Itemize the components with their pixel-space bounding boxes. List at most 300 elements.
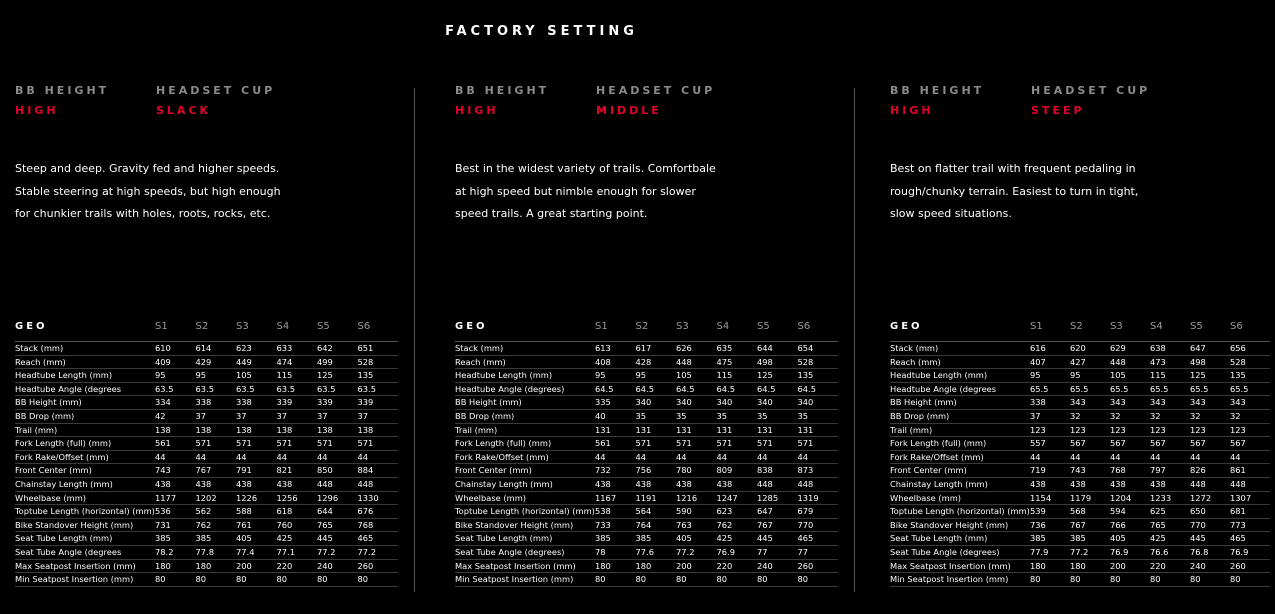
geometry-value: 115 — [1150, 369, 1190, 383]
geometry-value: 850 — [317, 464, 358, 478]
size-header: S6 — [358, 321, 399, 342]
geometry-value: 63.5 — [155, 382, 196, 396]
geometry-value: 409 — [155, 355, 196, 369]
geometry-value: 138 — [317, 423, 358, 437]
headset-cup-label: HEADSET CUP — [156, 84, 276, 97]
geometry-value: 80 — [155, 573, 196, 587]
geometry-row-label: Wheelbase (mm) — [890, 491, 1030, 505]
geometry-value: 567 — [1070, 437, 1110, 451]
geometry-value: 44 — [1150, 450, 1190, 464]
geometry-value: 76.9 — [717, 545, 758, 559]
geometry-value: 528 — [358, 355, 399, 369]
geometry-value: 438 — [196, 477, 237, 491]
geometry-row-label: Reach (mm) — [15, 355, 155, 369]
geometry-row-label: Trail (mm) — [15, 423, 155, 437]
geometry-value: 340 — [636, 396, 677, 410]
geometry-value: 780 — [676, 464, 717, 478]
geometry-value: 64.5 — [757, 382, 798, 396]
geometry-value: 343 — [1070, 396, 1110, 410]
geometry-row-label: Headtube Length (mm) — [455, 369, 595, 383]
geometry-value: 65.5 — [1150, 382, 1190, 396]
geometry-value: 445 — [317, 532, 358, 546]
geometry-value: 44 — [757, 450, 798, 464]
headset-cup-value: SLACK — [156, 104, 212, 117]
geometry-value: 561 — [155, 437, 196, 451]
geometry-value: 64.5 — [595, 382, 636, 396]
geometry-value: 629 — [1110, 342, 1150, 356]
geometry-value: 125 — [1190, 369, 1230, 383]
geometry-row-label: Seat Tube Angle (degrees) — [455, 545, 595, 559]
geometry-value: 1233 — [1150, 491, 1190, 505]
geometry-value: 449 — [236, 355, 277, 369]
geometry-row — [455, 518, 838, 532]
geometry-value: 438 — [1070, 477, 1110, 491]
geometry-value: 77.2 — [358, 545, 399, 559]
geometry-value: 131 — [717, 423, 758, 437]
geometry-value: 1179 — [1070, 491, 1110, 505]
geometry-row — [455, 396, 838, 410]
geometry-value: 80 — [1070, 573, 1110, 587]
geometry-value: 731 — [155, 518, 196, 532]
geometry-value: 427 — [1070, 355, 1110, 369]
geometry-value: 1204 — [1110, 491, 1150, 505]
geometry-value: 37 — [277, 409, 318, 423]
geometry-value: 861 — [1230, 464, 1270, 478]
geometry-value: 44 — [798, 450, 839, 464]
geometry-value: 63.5 — [196, 382, 237, 396]
geometry-value: 498 — [757, 355, 798, 369]
geometry-value: 64.5 — [717, 382, 758, 396]
geometry-value: 80 — [595, 573, 636, 587]
geometry-value: 63.5 — [358, 382, 399, 396]
description-line: Best in the widest variety of trails. Comfortbale — [455, 162, 716, 175]
geometry-row-label: Chainstay Length (mm) — [890, 477, 1030, 491]
geometry-row-label: Fork Rake/Offset (mm) — [15, 450, 155, 464]
geometry-row-label: Reach (mm) — [890, 355, 1030, 369]
geometry-row — [455, 532, 838, 546]
geometry-value: 200 — [676, 559, 717, 573]
geometry-row-label: Fork Length (full) (mm) — [455, 437, 595, 451]
geometry-row — [890, 450, 1270, 464]
geometry-row-label: BB Drop (mm) — [455, 409, 595, 423]
geometry-value: 200 — [1110, 559, 1150, 573]
geometry-value: 613 — [595, 342, 636, 356]
geometry-value: 438 — [1110, 477, 1150, 491]
geometry-value: 821 — [277, 464, 318, 478]
geometry-value: 78 — [595, 545, 636, 559]
geometry-value: 762 — [717, 518, 758, 532]
geometry-value: 635 — [717, 342, 758, 356]
bb-height-value: HIGH — [455, 104, 499, 117]
geometry-value: 80 — [676, 573, 717, 587]
geometry-value: 80 — [757, 573, 798, 587]
geometry-value: 180 — [196, 559, 237, 573]
bb-height-value: HIGH — [890, 104, 934, 117]
geometry-row — [455, 355, 838, 369]
size-header: S1 — [595, 321, 636, 342]
geometry-row-label: Seat Tube Angle (degrees) — [890, 545, 1030, 559]
description-line: Steep and deep. Gravity fed and higher speeds. — [15, 162, 280, 175]
geometry-value: 385 — [1070, 532, 1110, 546]
geometry-row — [890, 409, 1270, 423]
geometry-row-label: Wheelbase (mm) — [15, 491, 155, 505]
geometry-value: 767 — [757, 518, 798, 532]
geometry-value: 571 — [358, 437, 399, 451]
geometry-value: 679 — [798, 505, 839, 519]
geometry-value: 32 — [1230, 409, 1270, 423]
geometry-value: 77.9 — [1030, 545, 1070, 559]
geometry-value: 561 — [595, 437, 636, 451]
geometry-row — [890, 559, 1270, 573]
bb-height-label: BB HEIGHT — [15, 84, 110, 97]
geometry-value: 180 — [1030, 559, 1070, 573]
geometry-value: 35 — [676, 409, 717, 423]
geometry-value: 838 — [757, 464, 798, 478]
geometry-value: 448 — [1110, 355, 1150, 369]
column-divider — [414, 88, 415, 592]
geometry-value: 761 — [236, 518, 277, 532]
geometry-value: 135 — [358, 369, 399, 383]
geometry-row — [455, 559, 838, 573]
geometry-value: 180 — [636, 559, 677, 573]
geometry-value: 448 — [1190, 477, 1230, 491]
geometry-row-label: Toptube Length (horizontal) (mm) — [890, 505, 1030, 519]
geometry-value: 557 — [1030, 437, 1070, 451]
geometry-value: 180 — [1070, 559, 1110, 573]
geometry-value: 428 — [636, 355, 677, 369]
geometry-value: 448 — [358, 477, 399, 491]
geometry-value: 617 — [636, 342, 677, 356]
geometry-value: 763 — [676, 518, 717, 532]
geometry-value: 438 — [717, 477, 758, 491]
geometry-value: 1272 — [1190, 491, 1230, 505]
geometry-value: 44 — [236, 450, 277, 464]
bb-height-label: BB HEIGHT — [890, 84, 985, 97]
geometry-value: 135 — [798, 369, 839, 383]
geometry-value: 429 — [196, 355, 237, 369]
setting-column — [890, 0, 1270, 614]
geometry-value: 567 — [1230, 437, 1270, 451]
geometry-row-label: BB Height (mm) — [455, 396, 595, 410]
geometry-value: 80 — [1230, 573, 1270, 587]
geometry-value: 339 — [317, 396, 358, 410]
geometry-row — [15, 369, 398, 383]
geometry-row-label: Wheelbase (mm) — [455, 491, 595, 505]
geometry-value: 340 — [798, 396, 839, 410]
geometry-value: 37 — [196, 409, 237, 423]
geometry-row — [15, 464, 398, 478]
size-header: S4 — [717, 321, 758, 342]
geometry-value: 65.5 — [1190, 382, 1230, 396]
geometry-row-label: Headtube Angle (degrees — [15, 382, 155, 396]
geometry-value: 767 — [196, 464, 237, 478]
geometry-value: 438 — [277, 477, 318, 491]
geometry-row-label: Front Center (mm) — [890, 464, 1030, 478]
setting-header — [890, 84, 1190, 124]
geometry-value: 65.5 — [1070, 382, 1110, 396]
size-header: S6 — [1230, 321, 1270, 342]
size-header: S5 — [1190, 321, 1230, 342]
geometry-value: 766 — [1110, 518, 1150, 532]
geometry-row-label: Max Seatpost Insertion (mm) — [15, 559, 155, 573]
geometry-value: 620 — [1070, 342, 1110, 356]
geometry-row — [15, 437, 398, 451]
geometry-value: 884 — [358, 464, 399, 478]
geometry-value: 78.2 — [155, 545, 196, 559]
geometry-value: 80 — [236, 573, 277, 587]
geometry-row — [15, 342, 398, 356]
geometry-value: 1154 — [1030, 491, 1070, 505]
geometry-row-label: Headtube Length (mm) — [890, 369, 1030, 383]
size-header: S6 — [798, 321, 839, 342]
geometry-row — [455, 450, 838, 464]
geometry-value: 588 — [236, 505, 277, 519]
geometry-row — [455, 423, 838, 437]
geometry-value: 791 — [236, 464, 277, 478]
geometry-row — [15, 491, 398, 505]
geometry-value: 77 — [798, 545, 839, 559]
geometry-value: 138 — [358, 423, 399, 437]
geometry-value: 610 — [155, 342, 196, 356]
geometry-value: 63.5 — [317, 382, 358, 396]
geometry-value: 334 — [155, 396, 196, 410]
geometry-row-label: Stack (mm) — [890, 342, 1030, 356]
size-header: S5 — [317, 321, 358, 342]
geometry-value: 80 — [1110, 573, 1150, 587]
geometry-row — [890, 396, 1270, 410]
geometry-value: 80 — [717, 573, 758, 587]
geometry-value: 528 — [798, 355, 839, 369]
geometry-row-label: Headtube Length (mm) — [15, 369, 155, 383]
geometry-value: 1330 — [358, 491, 399, 505]
geometry-row — [890, 518, 1270, 532]
geometry-row — [890, 464, 1270, 478]
geometry-value: 44 — [1030, 450, 1070, 464]
bb-height-label: BB HEIGHT — [455, 84, 550, 97]
geometry-value: 32 — [1070, 409, 1110, 423]
geometry-value: 95 — [1070, 369, 1110, 383]
geometry-row-label: BB Drop (mm) — [15, 409, 155, 423]
geometry-value: 590 — [676, 505, 717, 519]
geometry-value: 220 — [1150, 559, 1190, 573]
geometry-value: 1256 — [277, 491, 318, 505]
geometry-value: 260 — [358, 559, 399, 573]
geometry-value: 44 — [317, 450, 358, 464]
setting-description — [890, 158, 1190, 226]
geometry-value: 568 — [1070, 505, 1110, 519]
geometry-value: 642 — [317, 342, 358, 356]
geometry-value: 343 — [1230, 396, 1270, 410]
geometry-value: 32 — [1150, 409, 1190, 423]
geometry-value: 438 — [155, 477, 196, 491]
geometry-value: 760 — [277, 518, 318, 532]
geo-heading: GEO — [15, 321, 155, 342]
geometry-value: 240 — [317, 559, 358, 573]
geometry-value: 567 — [1110, 437, 1150, 451]
geometry-value: 200 — [236, 559, 277, 573]
geometry-row-label: Chainstay Length (mm) — [455, 477, 595, 491]
geometry-value: 594 — [1110, 505, 1150, 519]
geometry-value: 123 — [1150, 423, 1190, 437]
geometry-value: 77.1 — [277, 545, 318, 559]
geometry-value: 719 — [1030, 464, 1070, 478]
geometry-row-label: Seat Tube Angle (degrees — [15, 545, 155, 559]
geometry-value: 80 — [1150, 573, 1190, 587]
geometry-value: 1167 — [595, 491, 636, 505]
geometry-value: 1247 — [717, 491, 758, 505]
geometry-value: 567 — [1150, 437, 1190, 451]
geometry-value: 65.5 — [1030, 382, 1070, 396]
geometry-row — [890, 532, 1270, 546]
geometry-header-row — [455, 321, 838, 342]
geometry-value: 616 — [1030, 342, 1070, 356]
geometry-row-label: Reach (mm) — [455, 355, 595, 369]
geometry-header-row — [890, 321, 1270, 342]
geometry-value: 474 — [277, 355, 318, 369]
geometry-value: 438 — [236, 477, 277, 491]
geometry-value: 445 — [1190, 532, 1230, 546]
geometry-row-label: Fork Length (full) (mm) — [890, 437, 1030, 451]
geometry-value: 123 — [1030, 423, 1070, 437]
geometry-value: 35 — [636, 409, 677, 423]
geometry-row-label: Min Seatpost Insertion (mm) — [890, 573, 1030, 587]
headset-cup-label: HEADSET CUP — [596, 84, 716, 97]
geometry-value: 650 — [1190, 505, 1230, 519]
geometry-value: 76.6 — [1150, 545, 1190, 559]
geometry-value: 105 — [236, 369, 277, 383]
geometry-value: 76.9 — [1230, 545, 1270, 559]
geometry-value: 571 — [196, 437, 237, 451]
geometry-value: 1191 — [636, 491, 677, 505]
geometry-value: 385 — [636, 532, 677, 546]
geometry-value: 405 — [676, 532, 717, 546]
geometry-row-label: Fork Rake/Offset (mm) — [890, 450, 1030, 464]
size-header: S2 — [1070, 321, 1110, 342]
geometry-value: 123 — [1230, 423, 1270, 437]
geometry-row — [455, 505, 838, 519]
geometry-value: 438 — [595, 477, 636, 491]
description-line: speed trails. A great starting point. — [455, 207, 648, 220]
size-header: S2 — [636, 321, 677, 342]
geometry-value: 536 — [155, 505, 196, 519]
geometry-value: 448 — [798, 477, 839, 491]
geometry-value: 131 — [798, 423, 839, 437]
geometry-row-label: Seat Tube Length (mm) — [15, 532, 155, 546]
geometry-row — [890, 369, 1270, 383]
geometry-value: 340 — [757, 396, 798, 410]
geometry-value: 448 — [1230, 477, 1270, 491]
geometry-value: 44 — [358, 450, 399, 464]
geometry-value: 385 — [595, 532, 636, 546]
geometry-value: 743 — [155, 464, 196, 478]
geometry-value: 339 — [277, 396, 318, 410]
geometry-row — [890, 545, 1270, 559]
geometry-value: 1307 — [1230, 491, 1270, 505]
geometry-value: 80 — [1030, 573, 1070, 587]
geometry-value: 77.8 — [196, 545, 237, 559]
geometry-value: 44 — [1110, 450, 1150, 464]
geometry-row-label: Bike Standover Height (mm) — [15, 518, 155, 532]
geometry-value: 633 — [277, 342, 318, 356]
headset-cup-label: HEADSET CUP — [1031, 84, 1151, 97]
geometry-value: 44 — [1230, 450, 1270, 464]
geometry-row-label: Bike Standover Height (mm) — [455, 518, 595, 532]
geometry-value: 647 — [757, 505, 798, 519]
geometry-value: 571 — [717, 437, 758, 451]
geometry-row-label: Bike Standover Height (mm) — [890, 518, 1030, 532]
geometry-value: 1177 — [155, 491, 196, 505]
geometry-value: 1216 — [676, 491, 717, 505]
geometry-value: 654 — [798, 342, 839, 356]
geometry-value: 343 — [1110, 396, 1150, 410]
geometry-value: 438 — [1030, 477, 1070, 491]
geometry-value: 340 — [717, 396, 758, 410]
geometry-value: 80 — [196, 573, 237, 587]
geometry-row — [890, 382, 1270, 396]
geometry-value: 385 — [196, 532, 237, 546]
geometry-row-label: Max Seatpost Insertion (mm) — [890, 559, 1030, 573]
geometry-row-label: Toptube Length (horizontal) (mm) — [455, 505, 595, 519]
geometry-value: 562 — [196, 505, 237, 519]
geometry-value: 240 — [757, 559, 798, 573]
geometry-value: 571 — [317, 437, 358, 451]
geometry-row — [890, 573, 1270, 587]
geometry-value: 343 — [1150, 396, 1190, 410]
geometry-row — [455, 409, 838, 423]
geometry-value: 465 — [798, 532, 839, 546]
geometry-value: 95 — [595, 369, 636, 383]
geometry-value: 773 — [1230, 518, 1270, 532]
geometry-value: 37 — [1030, 409, 1070, 423]
description-line: slow speed situations. — [890, 207, 1012, 220]
size-header: S3 — [236, 321, 277, 342]
column-divider — [854, 88, 855, 592]
size-header: S4 — [277, 321, 318, 342]
geometry-value: 425 — [277, 532, 318, 546]
geometry-value: 571 — [636, 437, 677, 451]
geometry-value: 115 — [717, 369, 758, 383]
geometry-value: 95 — [155, 369, 196, 383]
geometry-value: 44 — [676, 450, 717, 464]
size-header: S2 — [196, 321, 237, 342]
geometry-row — [15, 409, 398, 423]
geometry-value: 764 — [636, 518, 677, 532]
geometry-value: 44 — [155, 450, 196, 464]
geometry-row-label: Seat Tube Length (mm) — [455, 532, 595, 546]
geometry-value: 676 — [358, 505, 399, 519]
geometry-value: 35 — [798, 409, 839, 423]
size-header: S3 — [1110, 321, 1150, 342]
geometry-value: 63.5 — [277, 382, 318, 396]
geometry-table — [455, 321, 838, 587]
bb-height-value: HIGH — [15, 104, 59, 117]
geometry-value: 1296 — [317, 491, 358, 505]
geometry-row — [890, 423, 1270, 437]
geometry-value: 125 — [317, 369, 358, 383]
geometry-row-label: Stack (mm) — [455, 342, 595, 356]
geometry-value: 448 — [317, 477, 358, 491]
geometry-value: 339 — [358, 396, 399, 410]
geometry-value: 80 — [636, 573, 677, 587]
geometry-value: 240 — [1190, 559, 1230, 573]
geometry-row — [455, 545, 838, 559]
geometry-value: 64.5 — [636, 382, 677, 396]
geometry-value: 743 — [1070, 464, 1110, 478]
geometry-row-label: Fork Rake/Offset (mm) — [455, 450, 595, 464]
geometry-value: 80 — [1190, 573, 1230, 587]
geometry-value: 625 — [1150, 505, 1190, 519]
setting-header — [15, 84, 315, 124]
